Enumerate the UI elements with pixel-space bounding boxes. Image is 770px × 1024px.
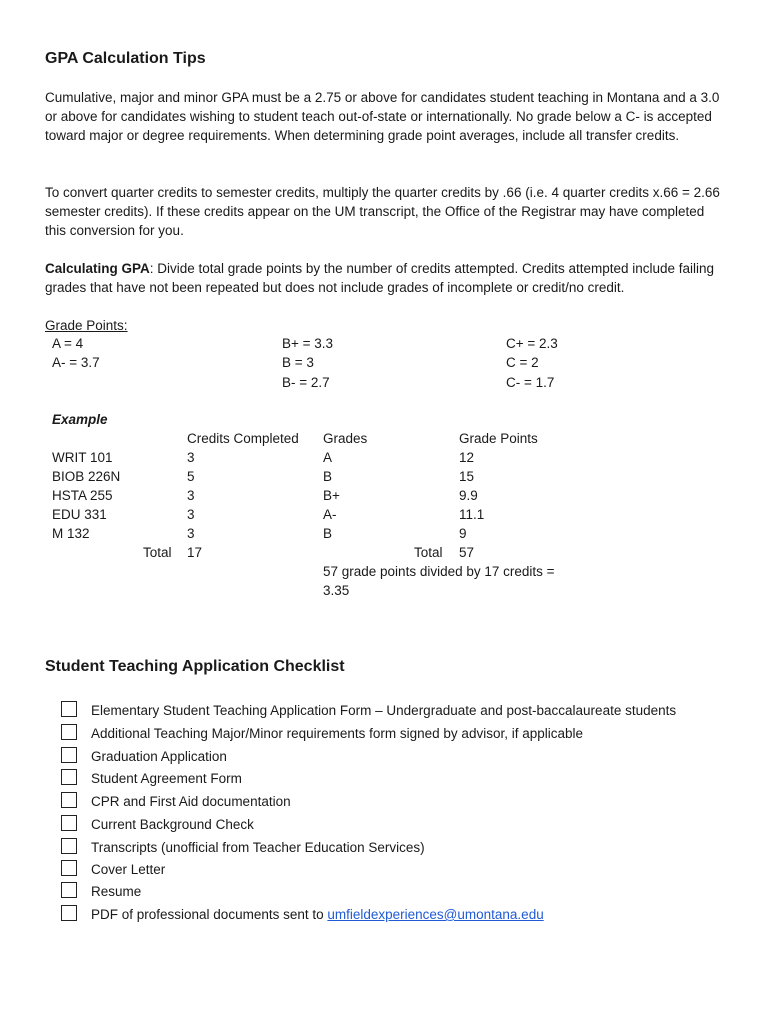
checklist-item-label: Resume (91, 884, 142, 899)
course-grade: B (323, 526, 333, 541)
grade-point-c-plus: C+ = 2.3 (506, 336, 558, 351)
checklist-title: Student Teaching Application Checklist (45, 658, 345, 675)
course-grade: A (323, 450, 333, 465)
course-credits: 3 (187, 450, 195, 465)
course-credits: 5 (187, 469, 195, 484)
course-name: M 132 (52, 526, 90, 541)
calculating-gpa-text: : Divide total grade points by the number of credits attempted. Credits attempted include failing grades that have not been repeated but does not include grades of incomplete or credit/no credit. (45, 261, 715, 295)
checkbox[interactable] (61, 747, 77, 763)
course-name: HSTA 255 (52, 488, 113, 503)
checklist-item (61, 701, 721, 721)
gpa-summary-line1: 57 grade points divided by 17 credits = (323, 564, 555, 579)
total-points-label: Total (414, 545, 443, 560)
grade-point-b-plus: B+ = 3.3 (282, 336, 334, 351)
course-credits: 3 (187, 507, 195, 522)
course-points: 15 (459, 469, 475, 484)
course-name: BIOB 226N (52, 469, 121, 484)
gpa-tips-title: GPA Calculation Tips (45, 50, 206, 67)
course-name: EDU 331 (52, 507, 107, 522)
header-grade-points: Grade Points (459, 431, 538, 446)
checkbox[interactable] (61, 815, 77, 831)
checklist-item (61, 792, 721, 812)
checklist-item-label: Elementary Student Teaching Application Form – Undergraduate and post-baccalaureate students (91, 703, 677, 718)
email-link[interactable]: umfieldexperiences@umontana.edu (327, 907, 544, 922)
checkbox[interactable] (61, 769, 77, 785)
course-grade: B+ (323, 488, 340, 503)
checklist-item-label: Student Agreement Form (91, 771, 242, 786)
grade-point-a-minus: A- = 3.7 (52, 355, 100, 370)
total-credits-label: Total (143, 545, 172, 560)
checklist-item-label: Graduation Application (91, 749, 227, 764)
course-credits: 3 (187, 526, 195, 541)
checklist-item (61, 747, 721, 767)
course-name: WRIT 101 (52, 450, 113, 465)
checkbox[interactable] (61, 701, 77, 717)
checklist-item-label: Current Background Check (91, 817, 254, 832)
pdf-item-prefix: PDF of professional documents sent to (91, 907, 328, 922)
calculating-gpa-paragraph (45, 259, 725, 297)
checkbox[interactable] (61, 792, 77, 808)
gpa-summary-line2: 3.35 (323, 583, 350, 598)
checkbox[interactable] (61, 838, 77, 854)
course-points: 9 (459, 526, 467, 541)
course-grade: A- (323, 507, 337, 522)
grade-point-a: A = 4 (52, 336, 84, 351)
checkbox[interactable] (61, 882, 77, 898)
total-points-value: 57 (459, 545, 475, 560)
checklist-item (61, 724, 721, 744)
checkbox[interactable] (61, 724, 77, 740)
grade-point-b: B = 3 (282, 355, 314, 370)
checklist-item (61, 769, 721, 789)
header-grades: Grades (323, 431, 368, 446)
gpa-requirements-paragraph: Cumulative, major and minor GPA must be a 2.75 or above for candidates student teaching in Montana and a 3.0 or above for candidates wishing to student teach out-of-state or internationally. No grade below a C- is accepted toward major or degree requirements. When determining grade point averages, include all transfer credits. (45, 90, 720, 143)
checklist-item (61, 860, 721, 880)
checklist-item (61, 815, 721, 835)
checklist-item (61, 882, 721, 902)
checklist-item-label (91, 905, 544, 924)
course-points: 12 (459, 450, 475, 465)
grade-point-c-minus: C- = 1.7 (506, 375, 555, 390)
checklist-item (61, 905, 721, 925)
course-points: 9.9 (459, 488, 478, 503)
grade-point-b-minus: B- = 2.7 (282, 375, 330, 390)
checkbox[interactable] (61, 860, 77, 876)
course-points: 11.1 (459, 507, 485, 522)
quarter-credits-paragraph: To convert quarter credits to semester credits, multiply the quarter credits by .66 (i.e. 4 quarter credits x.66 = 2.66 semester credits). If these credits appear on the UM transcript, the Office of the Registrar may have completed this conversion for you. (45, 185, 720, 238)
checklist-item (61, 838, 721, 858)
example-title: Example (52, 412, 108, 427)
checkbox[interactable] (61, 905, 77, 921)
header-credits-completed: Credits Completed (187, 431, 299, 446)
grade-points-label: Grade Points: (45, 318, 128, 333)
total-credits-value: 17 (187, 545, 203, 560)
checklist-item-label: Additional Teaching Major/Minor requirements form signed by advisor, if applicable (91, 726, 584, 741)
checklist-item-label: Transcripts (unofficial from Teacher Education Services) (91, 840, 425, 855)
grade-point-c: C = 2 (506, 355, 539, 370)
checklist-item-label: Cover Letter (91, 862, 166, 877)
course-grade: B (323, 469, 333, 484)
course-credits: 3 (187, 488, 195, 503)
calculating-gpa-label: Calculating GPA (45, 261, 150, 276)
checklist-item-label: CPR and First Aid documentation (91, 794, 291, 809)
